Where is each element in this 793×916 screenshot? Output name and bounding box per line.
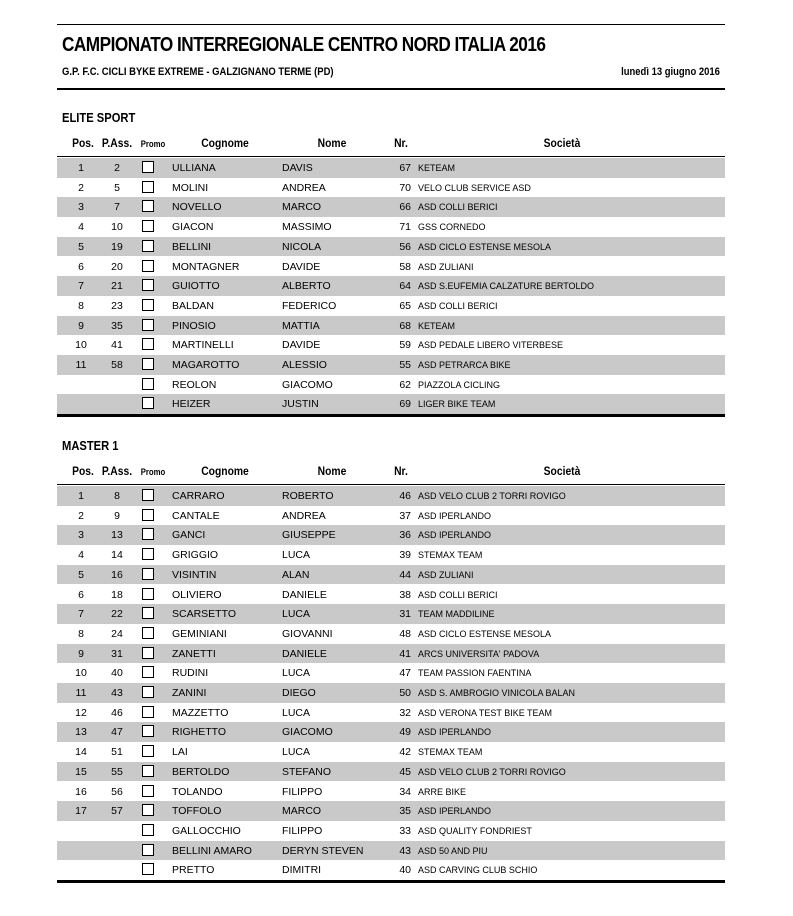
table-row xyxy=(57,604,725,624)
race-number-cell: 38 xyxy=(399,588,411,601)
position-cell: 8 xyxy=(78,627,84,640)
header-rule xyxy=(57,88,725,90)
position-cell: 15 xyxy=(75,765,87,778)
race-number-cell: 47 xyxy=(399,667,411,680)
surname-cell: GANCI xyxy=(172,529,206,542)
position-cell: 7 xyxy=(78,608,84,621)
col-head-promo: Promo xyxy=(140,467,166,477)
name-cell: DIEGO xyxy=(282,687,316,699)
name-cell: DANIELE xyxy=(282,647,327,660)
promo-checkbox[interactable] xyxy=(142,588,154,600)
race-number-cell: 71 xyxy=(399,221,411,234)
table-row xyxy=(57,722,725,742)
assigned-number-cell: 19 xyxy=(111,240,123,253)
assigned-number-cell: 58 xyxy=(111,359,123,371)
promo-checkbox[interactable] xyxy=(142,509,154,521)
col-head-pos: Pos. xyxy=(72,136,94,150)
assigned-number-cell: 56 xyxy=(111,785,123,798)
assigned-number-cell: 8 xyxy=(114,490,120,502)
table-row xyxy=(57,217,725,237)
surname-cell: OLIVIERO xyxy=(172,588,222,601)
team-cell: KETEAM xyxy=(418,163,456,173)
col-head-pass: P.Ass. xyxy=(101,464,133,478)
name-cell: DAVIDE xyxy=(282,339,321,352)
table-row xyxy=(57,782,725,802)
surname-cell: GRIGGIO xyxy=(172,549,219,562)
promo-checkbox[interactable] xyxy=(142,319,154,331)
position-cell: 14 xyxy=(75,746,87,759)
race-number-cell: 65 xyxy=(399,299,411,312)
position-cell: 12 xyxy=(75,706,87,719)
assigned-number-cell: 57 xyxy=(111,805,123,818)
team-cell: ASD IPERLANDO xyxy=(418,510,492,521)
team-cell: ASD IPERLANDO xyxy=(418,727,492,738)
promo-checkbox[interactable] xyxy=(142,706,154,718)
col-head-societa: Società xyxy=(543,464,581,478)
team-cell: ASD IPERLANDO xyxy=(418,530,492,541)
assigned-number-cell: 18 xyxy=(111,588,123,601)
surname-cell: VISINTIN xyxy=(172,568,217,581)
race-number-cell: 64 xyxy=(399,280,411,293)
promo-checkbox[interactable] xyxy=(142,804,154,816)
promo-checkbox[interactable] xyxy=(142,161,154,173)
table-row xyxy=(57,801,725,821)
team-cell: STEMAX TEAM xyxy=(418,550,483,561)
team-cell: GSS CORNEDO xyxy=(418,222,486,233)
table-row xyxy=(57,394,725,414)
name-cell: DANIELE xyxy=(282,588,327,601)
promo-checkbox[interactable] xyxy=(142,607,154,619)
race-number-cell: 56 xyxy=(399,240,411,253)
surname-cell: HEIZER xyxy=(172,398,211,411)
promo-checkbox[interactable] xyxy=(142,627,154,639)
surname-cell: BELLINI AMARO xyxy=(172,844,252,857)
assigned-number-cell: 9 xyxy=(114,509,120,522)
assigned-number-cell: 21 xyxy=(111,280,123,293)
assigned-number-cell: 7 xyxy=(114,201,120,214)
section-end-rule xyxy=(57,880,725,883)
position-cell: 2 xyxy=(78,181,84,194)
table-row xyxy=(57,486,725,506)
table-row xyxy=(57,355,725,375)
name-cell: DAVIS xyxy=(282,162,313,174)
position-cell: 11 xyxy=(75,687,87,699)
name-cell: ALBERTO xyxy=(282,280,331,293)
position-cell: 6 xyxy=(78,260,84,273)
race-number-cell: 40 xyxy=(399,864,411,877)
team-cell: ARCS UNIVERSITA' PADOVA xyxy=(418,648,540,659)
table-row xyxy=(57,624,725,644)
race-number-cell: 68 xyxy=(399,319,411,332)
name-cell: JUSTIN xyxy=(282,398,319,411)
team-cell: ASD COLLI BERICI xyxy=(418,300,498,311)
assigned-number-cell: 20 xyxy=(111,260,123,273)
name-cell: FEDERICO xyxy=(282,299,337,312)
race-number-cell: 58 xyxy=(399,260,411,273)
position-cell: 8 xyxy=(78,299,84,312)
position-cell: 1 xyxy=(78,162,84,174)
promo-checkbox[interactable] xyxy=(142,824,154,836)
race-number-cell: 69 xyxy=(399,398,411,411)
assigned-number-cell: 55 xyxy=(111,765,123,778)
promo-checkbox[interactable] xyxy=(142,686,154,698)
assigned-number-cell: 43 xyxy=(111,687,123,699)
assigned-number-cell: 2 xyxy=(114,162,120,174)
name-cell: ANDREA xyxy=(282,181,326,194)
race-number-cell: 66 xyxy=(399,201,411,214)
assigned-number-cell: 16 xyxy=(111,568,123,581)
name-cell: MARCO xyxy=(282,201,322,214)
table-row xyxy=(57,296,725,316)
surname-cell: PRETTO xyxy=(172,864,215,877)
assigned-number-cell: 14 xyxy=(111,549,123,562)
promo-checkbox[interactable] xyxy=(142,489,154,501)
position-cell: 17 xyxy=(75,805,87,818)
section-title: MASTER 1 xyxy=(62,438,119,453)
team-cell: STEMAX TEAM xyxy=(418,747,483,758)
col-head-cognome: Cognome xyxy=(201,464,249,478)
surname-cell: MONTAGNER xyxy=(172,260,240,273)
surname-cell: GIACON xyxy=(172,221,214,234)
surname-cell: RUDINI xyxy=(172,667,209,680)
table-row xyxy=(57,860,725,880)
table-row xyxy=(57,703,725,723)
name-cell: LUCA xyxy=(282,549,311,562)
name-cell: STEFANO xyxy=(282,765,332,778)
team-cell: TEAM PASSION FAENTINA xyxy=(418,668,532,679)
team-cell: ASD COLLI BERICI xyxy=(418,589,498,600)
surname-cell: GUIOTTO xyxy=(172,280,220,293)
surname-cell: PINOSIO xyxy=(172,319,216,332)
team-cell: ASD PEDALE LIBERO VITERBESE xyxy=(418,340,564,351)
event-date: lunedì 13 giugno 2016 xyxy=(621,66,720,78)
table-row xyxy=(57,742,725,762)
surname-cell: ULLIANA xyxy=(172,162,216,174)
assigned-number-cell: 31 xyxy=(111,647,123,660)
promo-checkbox[interactable] xyxy=(142,745,154,757)
surname-cell: ZANETTI xyxy=(172,647,216,660)
name-cell: MATTIA xyxy=(282,319,320,332)
surname-cell: BALDAN xyxy=(172,299,215,312)
name-cell: ROBERTO xyxy=(282,490,334,502)
surname-cell: CARRARO xyxy=(172,490,225,502)
name-cell: LUCA xyxy=(282,706,311,719)
name-cell: LUCA xyxy=(282,608,311,621)
team-cell: KETEAM xyxy=(418,320,456,331)
position-cell: 3 xyxy=(78,201,84,214)
surname-cell: LAI xyxy=(172,746,188,759)
position-cell: 9 xyxy=(78,647,84,660)
assigned-number-cell: 47 xyxy=(111,726,123,739)
name-cell: GIACOMO xyxy=(282,726,333,739)
promo-checkbox[interactable] xyxy=(142,200,154,212)
name-cell: GIOVANNI xyxy=(282,627,333,640)
position-cell: 5 xyxy=(78,568,84,581)
name-cell: DERYN STEVEN xyxy=(282,844,364,857)
promo-checkbox[interactable] xyxy=(142,647,154,659)
table-row xyxy=(57,375,725,395)
assigned-number-cell: 22 xyxy=(111,608,123,621)
header-divider xyxy=(57,484,725,485)
assigned-number-cell: 24 xyxy=(111,627,123,640)
team-cell: ARRE BIKE xyxy=(418,786,467,797)
race-number-cell: 39 xyxy=(399,549,411,562)
name-cell: ALESSIO xyxy=(282,359,327,371)
surname-cell: RIGHETTO xyxy=(172,726,227,739)
race-number-cell: 42 xyxy=(399,746,411,759)
table-row xyxy=(57,644,725,664)
team-cell: ASD IPERLANDO xyxy=(418,806,492,817)
promo-checkbox[interactable] xyxy=(142,548,154,560)
race-number-cell: 43 xyxy=(399,844,411,857)
col-head-societa: Società xyxy=(543,136,581,150)
team-cell: PIAZZOLA CICLING xyxy=(418,379,501,390)
race-number-cell: 67 xyxy=(399,162,411,174)
promo-checkbox[interactable] xyxy=(142,528,154,540)
team-cell: ASD S.EUFEMIA CALZATURE BERTOLDO xyxy=(418,281,595,292)
table-row xyxy=(57,565,725,585)
race-number-cell: 31 xyxy=(399,608,411,621)
name-cell: MASSIMO xyxy=(282,221,332,234)
team-cell: ASD VERONA TEST BIKE TEAM xyxy=(418,707,553,718)
table-row xyxy=(57,335,725,355)
name-cell: LUCA xyxy=(282,667,311,680)
race-number-cell: 48 xyxy=(399,627,411,640)
surname-cell: NOVELLO xyxy=(172,201,222,214)
name-cell: ANDREA xyxy=(282,509,326,522)
position-cell: 10 xyxy=(75,339,87,352)
race-number-cell: 59 xyxy=(399,339,411,352)
position-cell: 6 xyxy=(78,588,84,601)
top-rule xyxy=(57,24,725,25)
race-number-cell: 62 xyxy=(399,378,411,391)
surname-cell: TOFFOLO xyxy=(172,805,222,818)
promo-checkbox[interactable] xyxy=(142,378,154,390)
race-number-cell: 41 xyxy=(399,647,411,660)
promo-checkbox[interactable] xyxy=(142,358,154,370)
assigned-number-cell: 5 xyxy=(114,181,120,194)
position-cell: 13 xyxy=(75,726,87,739)
assigned-number-cell: 35 xyxy=(111,319,123,332)
promo-checkbox[interactable] xyxy=(142,240,154,252)
surname-cell: BELLINI xyxy=(172,240,212,253)
team-cell: ASD VELO CLUB 2 TORRI ROVIGO xyxy=(418,491,566,501)
promo-checkbox[interactable] xyxy=(142,220,154,232)
race-number-cell: 36 xyxy=(399,529,411,542)
surname-cell: GALLOCCHIO xyxy=(172,824,241,837)
page-title: CAMPIONATO INTERREGIONALE CENTRO NORD ITALIA 2016 xyxy=(62,34,546,56)
surname-cell: MAGAROTTO xyxy=(172,359,240,371)
position-cell: 9 xyxy=(78,319,84,332)
table-row xyxy=(57,197,725,217)
table-row xyxy=(57,821,725,841)
assigned-number-cell: 10 xyxy=(111,221,123,234)
team-cell: ASD CICLO ESTENSE MESOLA xyxy=(418,241,552,252)
team-cell: ASD 50 AND PIU xyxy=(418,845,488,856)
position-cell: 4 xyxy=(78,549,84,562)
promo-checkbox[interactable] xyxy=(142,666,154,678)
col-head-nr: Nr. xyxy=(394,464,408,478)
col-head-cognome: Cognome xyxy=(201,136,249,150)
section-title: ELITE SPORT xyxy=(62,110,136,125)
team-cell: ASD ZULIANI xyxy=(418,569,474,580)
race-number-cell: 32 xyxy=(399,706,411,719)
surname-cell: SCARSETTO xyxy=(172,608,236,621)
assigned-number-cell: 41 xyxy=(111,339,123,352)
promo-checkbox[interactable] xyxy=(142,863,154,875)
team-cell: ASD CICLO ESTENSE MESOLA xyxy=(418,628,552,639)
table-row xyxy=(57,158,725,178)
promo-checkbox[interactable] xyxy=(142,397,154,409)
col-head-promo: Promo xyxy=(140,139,166,149)
position-cell: 1 xyxy=(78,490,84,502)
position-cell: 2 xyxy=(78,509,84,522)
table-row xyxy=(57,276,725,296)
assigned-number-cell: 51 xyxy=(111,746,123,759)
table-row xyxy=(57,178,725,198)
surname-cell: TOLANDO xyxy=(172,785,223,798)
race-number-cell: 44 xyxy=(399,568,411,581)
surname-cell: MAZZETTO xyxy=(172,706,229,719)
race-number-cell: 46 xyxy=(399,490,411,502)
col-head-nome: Nome xyxy=(317,464,347,478)
name-cell: NICOLA xyxy=(282,240,322,253)
assigned-number-cell: 13 xyxy=(111,529,123,542)
promo-checkbox[interactable] xyxy=(142,725,154,737)
surname-cell: REOLON xyxy=(172,378,217,391)
table-row xyxy=(57,257,725,277)
table-row xyxy=(57,841,725,861)
section-end-rule xyxy=(57,414,725,417)
col-head-nr: Nr. xyxy=(394,136,408,150)
col-head-pos: Pos. xyxy=(72,464,94,478)
table-row xyxy=(57,237,725,257)
promo-checkbox[interactable] xyxy=(142,844,154,856)
team-cell: ASD ZULIANI xyxy=(418,261,474,272)
surname-cell: GEMINIANI xyxy=(172,627,227,640)
team-cell: VELO CLUB SERVICE ASD xyxy=(418,182,531,193)
table-row xyxy=(57,762,725,782)
assigned-number-cell: 23 xyxy=(111,299,123,312)
name-cell: DAVIDE xyxy=(282,260,321,273)
position-cell: 11 xyxy=(75,359,87,371)
promo-checkbox[interactable] xyxy=(142,765,154,777)
promo-checkbox[interactable] xyxy=(142,338,154,350)
team-cell: ASD S. AMBROGIO VINICOLA BALAN xyxy=(418,688,576,698)
name-cell: FILIPPO xyxy=(282,824,323,837)
surname-cell: CANTALE xyxy=(172,509,220,522)
table-row xyxy=(57,525,725,545)
table-row xyxy=(57,545,725,565)
col-head-nome: Nome xyxy=(317,136,347,150)
promo-checkbox[interactable] xyxy=(142,568,154,580)
race-number-cell: 45 xyxy=(399,765,411,778)
col-head-pass: P.Ass. xyxy=(101,136,133,150)
name-cell: DIMITRI xyxy=(282,864,322,877)
promo-checkbox[interactable] xyxy=(142,260,154,272)
promo-checkbox[interactable] xyxy=(142,785,154,797)
promo-checkbox[interactable] xyxy=(142,299,154,311)
name-cell: MARCO xyxy=(282,805,322,818)
table-row xyxy=(57,663,725,683)
position-cell: 10 xyxy=(75,667,87,680)
table-row xyxy=(57,316,725,336)
team-cell: ASD COLLI BERICI xyxy=(418,202,498,213)
assigned-number-cell: 46 xyxy=(111,706,123,719)
surname-cell: MARTINELLI xyxy=(172,339,234,352)
name-cell: ALAN xyxy=(282,568,310,581)
race-number-cell: 50 xyxy=(399,687,411,699)
team-cell: LIGER BIKE TEAM xyxy=(418,399,496,410)
table-row xyxy=(57,585,725,605)
race-number-cell: 35 xyxy=(399,805,411,818)
team-cell: ASD PETRARCA BIKE xyxy=(418,360,511,370)
position-cell: 16 xyxy=(75,785,87,798)
race-number-cell: 33 xyxy=(399,824,411,837)
surname-cell: ZANINI xyxy=(172,687,207,699)
race-number-cell: 37 xyxy=(399,509,411,522)
position-cell: 4 xyxy=(78,221,84,234)
name-cell: GIACOMO xyxy=(282,378,333,391)
table-row xyxy=(57,506,725,526)
surname-cell: MOLINI xyxy=(172,181,209,194)
position-cell: 3 xyxy=(78,529,84,542)
surname-cell: BERTOLDO xyxy=(172,765,230,778)
position-cell: 7 xyxy=(78,280,84,293)
assigned-number-cell: 40 xyxy=(111,667,123,680)
team-cell: ASD CARVING CLUB SCHIO xyxy=(418,865,538,876)
promo-checkbox[interactable] xyxy=(142,279,154,291)
team-cell: ASD VELO CLUB 2 TORRI ROVIGO xyxy=(418,766,566,777)
promo-checkbox[interactable] xyxy=(142,181,154,193)
header-divider xyxy=(57,156,725,157)
race-number-cell: 49 xyxy=(399,726,411,739)
name-cell: LUCA xyxy=(282,746,311,759)
race-number-cell: 55 xyxy=(399,359,411,371)
team-cell: ASD QUALITY FONDRIEST xyxy=(418,825,532,836)
name-cell: GIUSEPPE xyxy=(282,529,336,542)
team-cell: TEAM MADDILINE xyxy=(418,609,495,620)
name-cell: FILIPPO xyxy=(282,785,323,798)
race-number-cell: 34 xyxy=(399,785,411,798)
table-row xyxy=(57,683,725,703)
race-number-cell: 70 xyxy=(399,181,411,194)
position-cell: 5 xyxy=(78,240,84,253)
event-subtitle: G.P. F.C. CICLI BYKE EXTREME - GALZIGNANO TERME (PD) xyxy=(62,66,334,78)
